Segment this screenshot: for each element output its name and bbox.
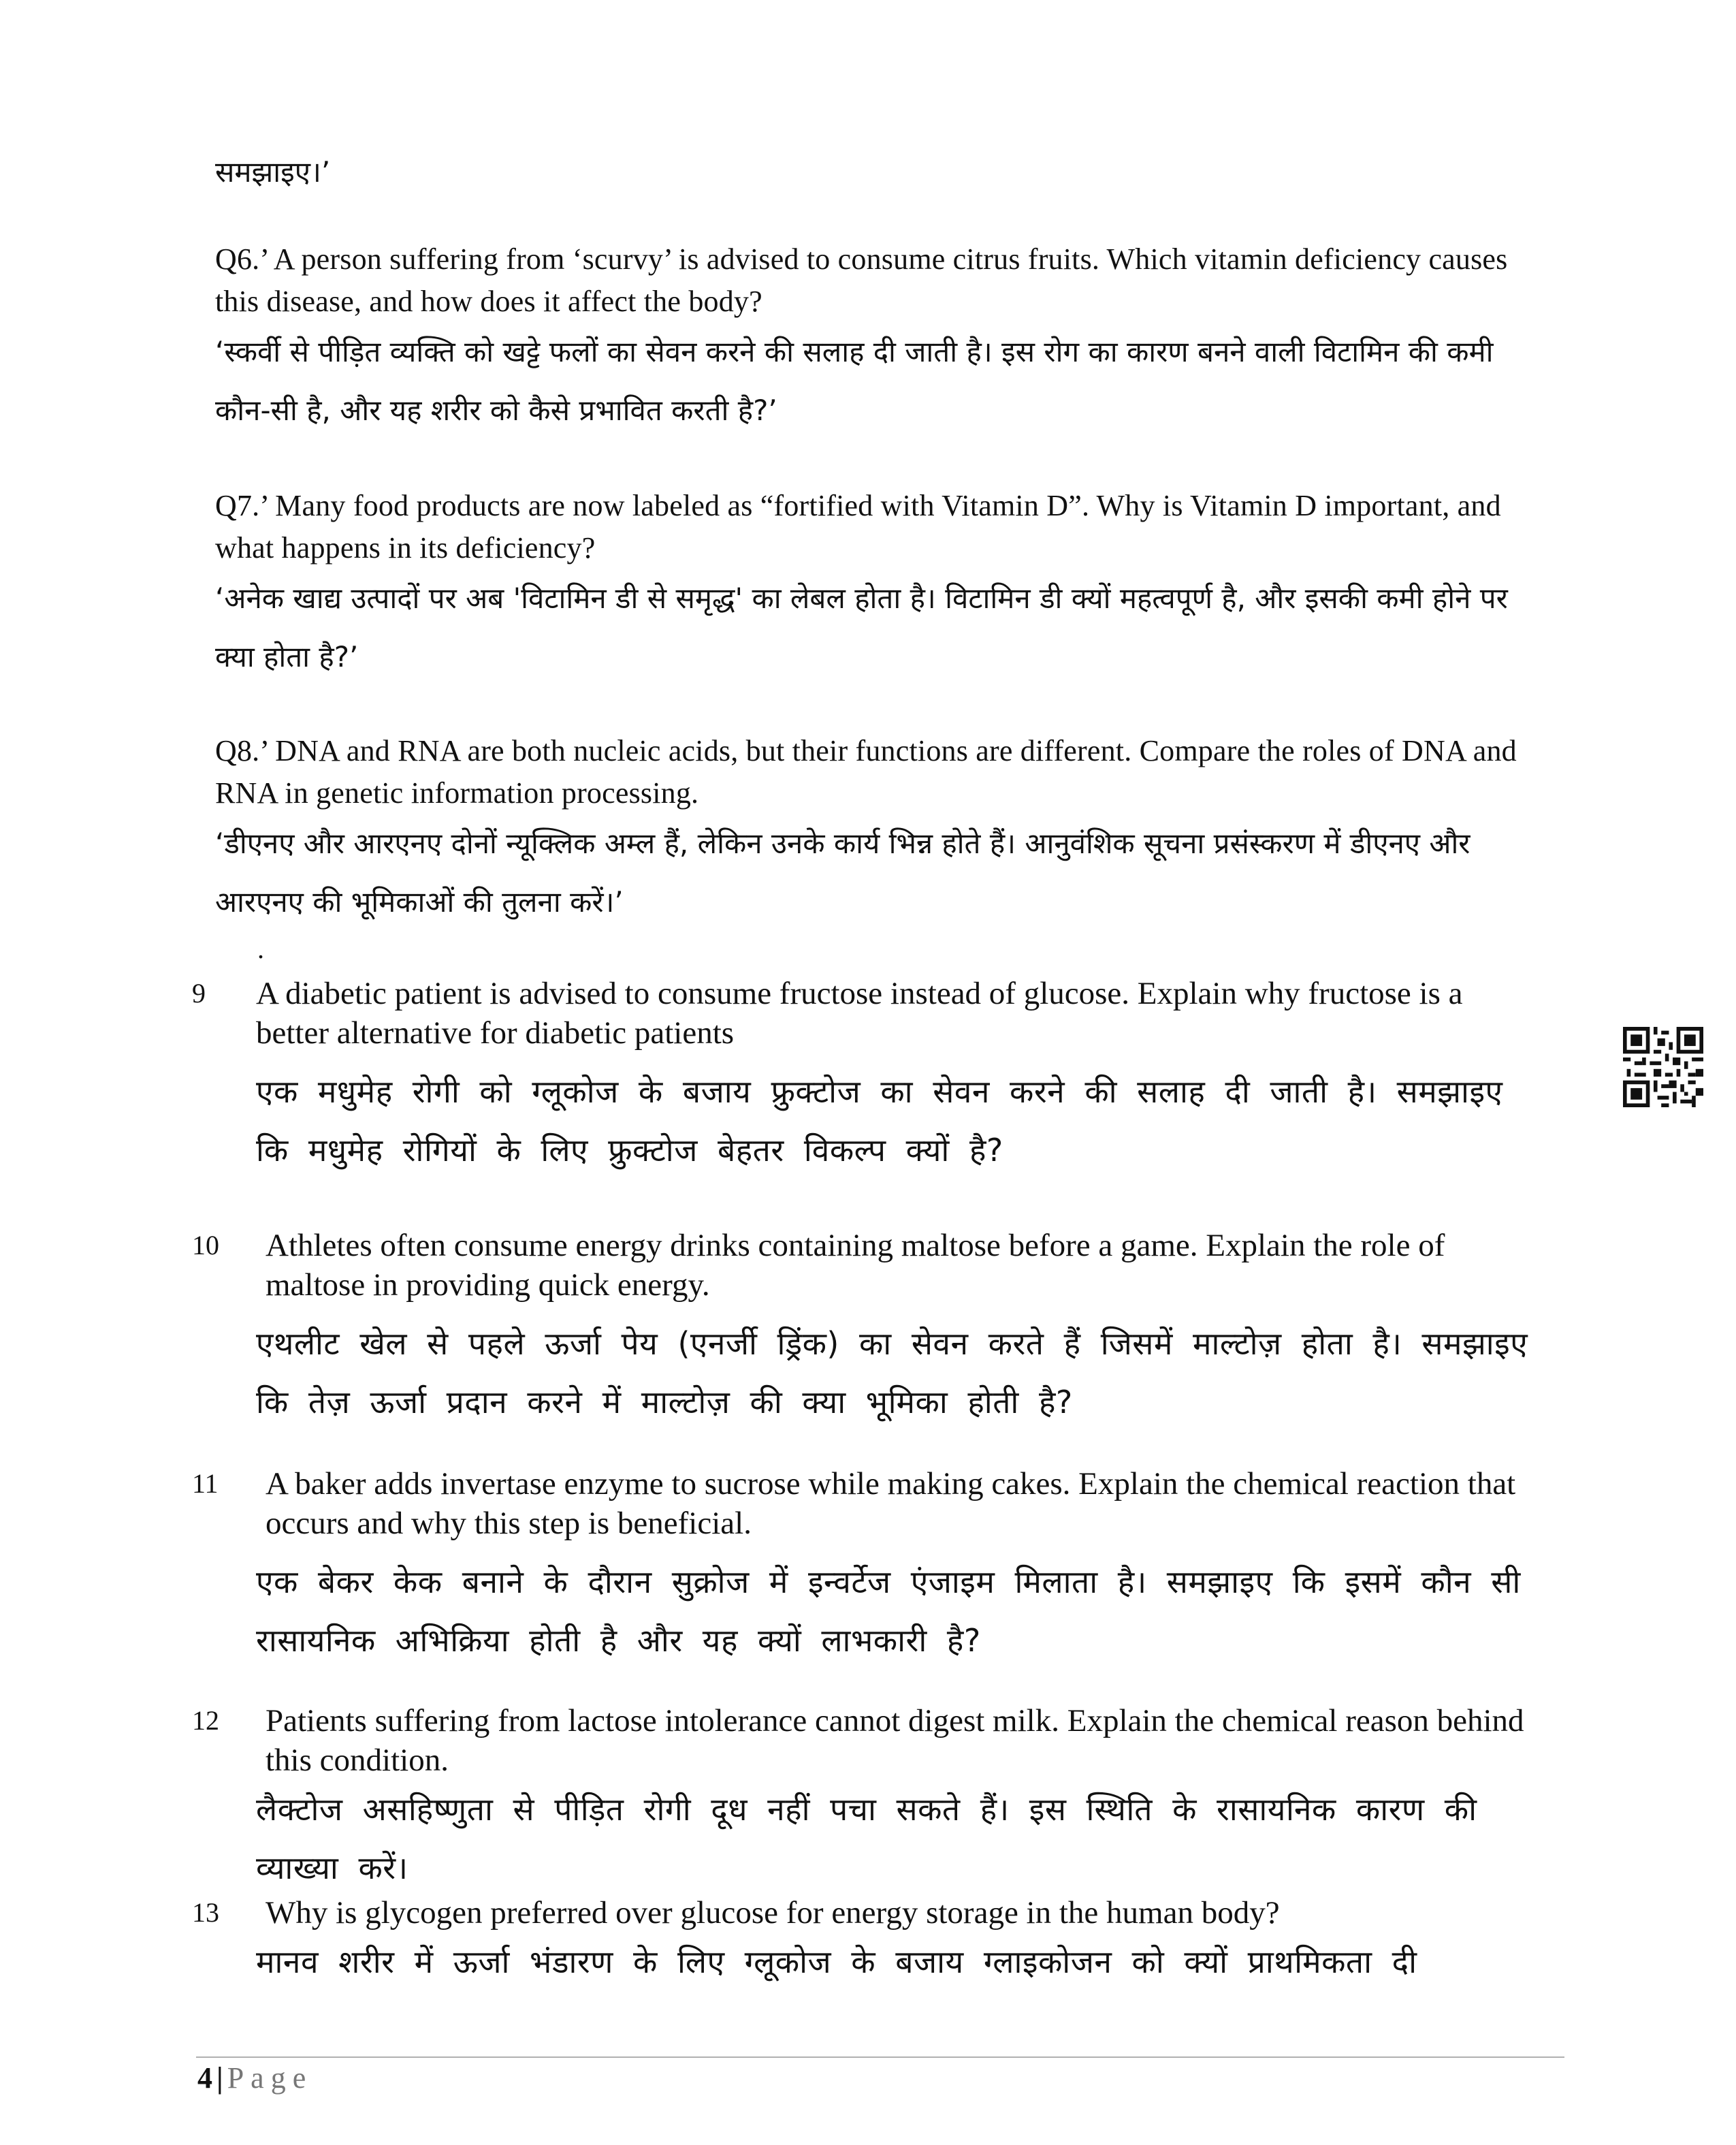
question-7-english: Q7.’ Many food products are now labeled as “fortified with Vitamin D”. Why is Vitamin D important, and what happens in its deficiency? — [215, 489, 1501, 565]
question-9-hindi: एक मधुमेह रोगी को ग्लूकोज के बजाय फ्रुक्टोज का सेवन करने की सलाह दी जाती है। समझाइए कि मधुमेह रोगियों के लिए फ्रुक्टोज बेहतर विकल्प क्यों है? — [256, 1073, 1503, 1169]
stray-dot: . — [257, 934, 264, 964]
question-6-hindi: ‘स्कर्वी से पीड़ित व्यक्ति को खट्टे फलों का सेवन करने की सलाह दी जाती है। इस रोग का कारण बनने वाली विटामिन की कमी कौन-सी है, और यह शरीर को कैसे प्रभावित करती है?’ — [215, 335, 1494, 427]
question-9-english: A diabetic patient is advised to consume fructose instead of glucose. Explain why fructose is a better alternative for diabetic patients — [256, 976, 1463, 1051]
question-11-number: 11 — [192, 1468, 219, 1499]
question-13-hindi: मानव शरीर में ऊर्जा भंडारण के लिए ग्लूकोज के बजाय ग्लाइकोजन को क्यों प्राथमिकता दी — [256, 1943, 1417, 1980]
question-7-hindi: ‘अनेक खाद्य उत्पादों पर अब 'विटामिन डी से समृद्ध' का लेबल होता है। विटामिन डी क्यों महत्वपूर्ण है, और इसकी कमी होने पर क्या होता है?’ — [215, 582, 1508, 673]
question-11 — [256, 1464, 1532, 1670]
question-12-hindi: लैक्टोज असहिष्णुता से पीड़ित रोगी दूध नहीं पचा सकते हैं। इस स्थिति के रासायनिक कारण की व्याख्या करें। — [256, 1791, 1477, 1886]
question-13-english: Why is glycogen preferred over glucose for energy storage in the human body? — [266, 1895, 1280, 1930]
question-8-english: Q8.’ DNA and RNA are both nucleic acids, but their functions are different. Compare the roles of DNA and RNA in genetic information processing. — [215, 734, 1517, 810]
footer-divider — [196, 2056, 1564, 2058]
question-11-hindi: एक बेकर केक बनाने के दौरान सुक्रोज में इन्वर्टेज एंजाइम मिलाता है। समझाइए कि इसमें कौन सी रासायनिक अभिक्रिया होती है और यह क्यों लाभकारी है? — [256, 1563, 1521, 1659]
question-10-hindi: एथलीट खेल से पहले ऊर्जा पेय (एनर्जी ड्रिंक) का सेवन करते हैं जिसमें माल्टोज़ होता है। समझाइए कि तेज़ ऊर्जा प्रदान करने में माल्टोज़ की क्या भूमिका होती है? — [256, 1325, 1528, 1420]
question-6-english: Q6.’ A person suffering from ‘scurvy’ is advised to consume citrus fruits. Which vitamin deficiency causes this disease, and how does it affect the body? — [215, 242, 1508, 318]
qr-code-icon — [1623, 1027, 1703, 1107]
page-label: Page — [227, 2061, 313, 2095]
question-13-number: 13 — [192, 1897, 219, 1928]
question-10-english: Athletes often consume energy drinks containing maltose before a game. Explain the role of maltose in providing quick energy. — [266, 1228, 1445, 1303]
question-13 — [256, 1893, 1532, 1991]
question-10-number: 10 — [192, 1230, 219, 1260]
question-10 — [256, 1226, 1532, 1431]
question-5-hindi-tail: समझाइए।’ — [215, 155, 331, 189]
question-9 — [256, 974, 1522, 1179]
question-12-number: 12 — [192, 1705, 219, 1736]
question-12-english: Patients suffering from lactose intolerance cannot digest milk. Explain the chemical reason behind this condition. — [266, 1703, 1524, 1778]
question-6 — [215, 238, 1549, 440]
question-8-hindi: ‘डीएनए और आरएनए दोनों न्यूक्लिक अम्ल हैं, लेकिन उनके कार्य भिन्न होते हैं। आनुवंशिक सूचना प्रसंस्करण में डीएनए और आरएनए की भूमिकाओं की तुलना करें।’ — [215, 827, 1470, 919]
page-number: 4 — [197, 2061, 212, 2095]
question-7 — [215, 485, 1549, 686]
question-9-number: 9 — [192, 978, 206, 1008]
question-5-tail — [215, 143, 1549, 202]
page-footer — [197, 2059, 312, 2097]
question-12 — [256, 1701, 1532, 1897]
question-11-english: A baker adds invertase enzyme to sucrose while making cakes. Explain the chemical reaction that occurs and why this step is beneficial. — [266, 1466, 1516, 1541]
question-8 — [215, 730, 1549, 932]
footer-separator: | — [216, 2061, 223, 2095]
